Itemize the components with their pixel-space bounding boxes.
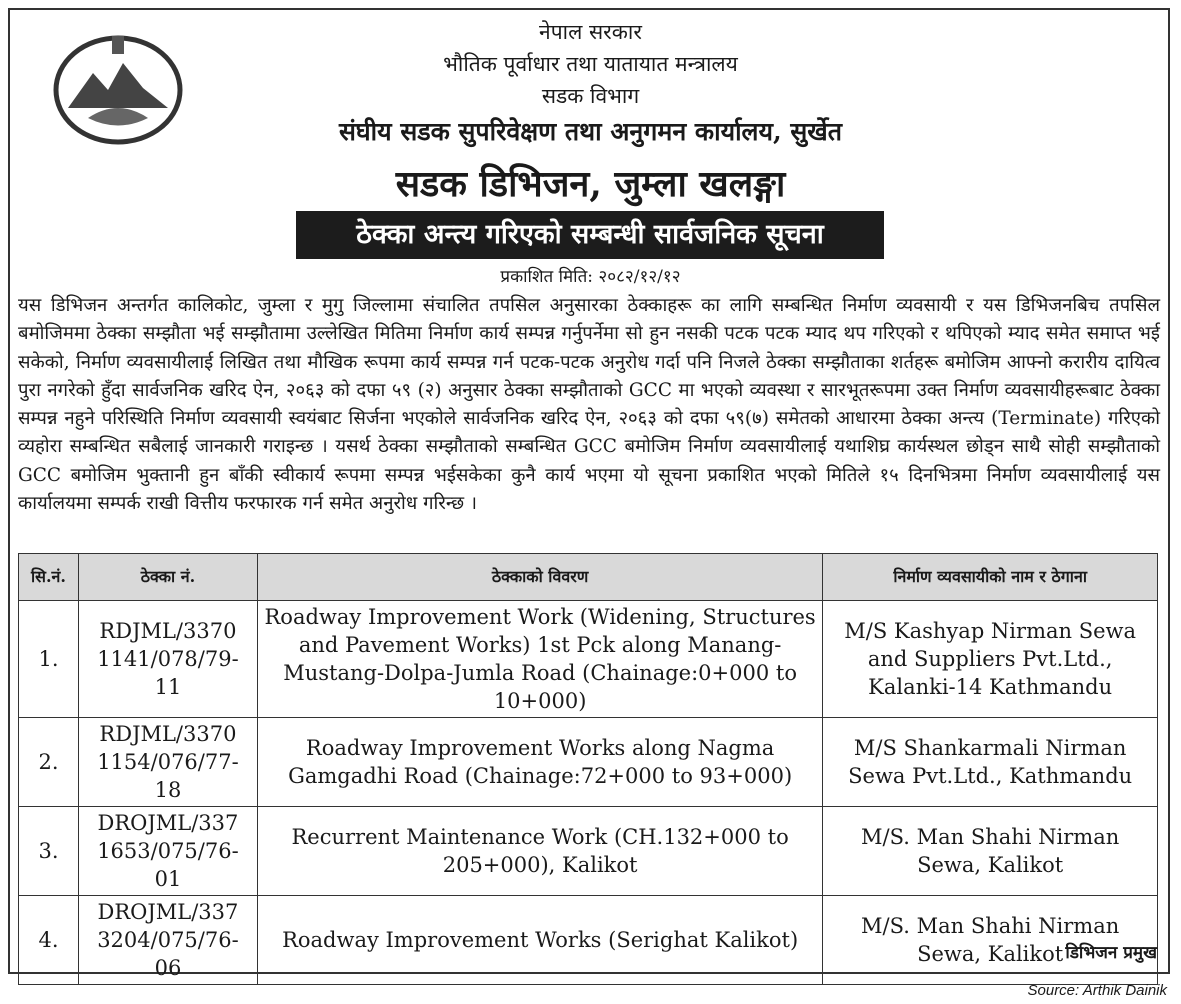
col-contractor: निर्माण व्यवसायीको नाम र ठेगाना: [823, 554, 1158, 601]
col-description: ठेक्काको विवरण: [257, 554, 822, 601]
col-sn: सि.नं.: [19, 554, 79, 601]
cell-desc: Roadway Improvement Works along Nagma Gamgadhi Road (Chainage:72+000 to 93+000): [257, 718, 822, 807]
cell-contract: RDJML/3370 1141/078/79-11: [78, 601, 257, 718]
cell-desc: Roadway Improvement Works (Serighat Kalikot): [257, 896, 822, 985]
contracts-table: [18, 553, 1158, 985]
cell-sn: 1.: [19, 601, 79, 718]
cell-contractor: M/S. Man Shahi Nirman Sewa, Kalikot: [823, 807, 1158, 896]
cell-desc: Roadway Improvement Work (Widening, Structures and Pavement Works) 1st Pck along Manang-Mustang-Dolpa-Jumla Road (Chainage:0+000 to 10+000): [257, 601, 822, 718]
col-contract-no: ठेक्का नं.: [78, 554, 257, 601]
notice-body: यस डिभिजन अन्तर्गत कालिकोट, जुम्ला र मुगु जिल्लामा संचालित तपसिल अनुसारका ठेक्काहरू का लागि सम्बन्धित निर्माण व्यवसायी र यस डिभिजनबिच तपसिल बमोजिममा ठेक्का सम्झौता भई सम्झौतामा उल्लेखित मितिमा निर्माण कार्य सम्पन्न गर्नुपर्नेमा सो हुन नसकी पटक पटक म्याद थप गरिएको र थपिएको म्याद समेत समाप्त भई सकेको, निर्माण व्यवसायीलाई लिखित तथा मौखिक रूपमा कार्य सम्पन्न गर्न पटक-पटक अनुरोध गर्दा पनि निजले ठेक्का सम्झौताका शर्तहरू बमोजिम आफ्नो करारीय दायित्व पुरा नगरेको हुँदा सार्वजनिक खरिद ऐन, २०६३ को दफा ५९ (२) अनुसार ठेक्का सम्झौताको GCC मा भएको व्यवस्था र सारभूतरूपमा उक्त निर्माण व्यवसायीहरूबाट ठेक्का सम्पन्न नहुने परिस्थिति निर्माण व्यवसायी स्वयंबाट सिर्जना भएकोले सार्वजनिक खरिद ऐन, २०६३ को दफा ५९(७) समेतको आधारमा ठेक्का अन्त्य (Terminate) गरिएको व्यहोरा सम्बन्धित सबैलाई जानकारी गराइन्छ । यसर्थ ठेक्का सम्झौताको सम्बन्धित GCC बमोजिम निर्माण व्यवसायीलाई यथाशिघ्र कार्यस्थल छोड्न साथै सोही सम्झौताको GCC बमोजिम भुक्तानी हुन बाँकी स्वीकार्य रूपमा सम्पन्न भईसकेका कुनै कार्य भएमा यो सूचना प्रकाशित भएको मितिले १५ दिनभित्रमा निर्माण व्यवसायीलाई यस कार्यालयमा सम्पर्क राखी वित्तीय फरफारक गर्न समेत अनुरोध गरिन्छ ।: [18, 295, 1160, 515]
table-row: [19, 718, 1158, 807]
gov-name: नेपाल सरकार: [539, 20, 642, 44]
cell-contract: RDJML/3370 1154/076/77-18: [78, 718, 257, 807]
cell-contract: DROJML/337 3204/075/76-06: [78, 896, 257, 985]
source-credit: Source: Arthik Dainik: [1027, 982, 1167, 999]
cell-desc: Recurrent Maintenance Work (CH.132+000 to 205+000), Kalikot: [257, 807, 822, 896]
cell-sn: 4.: [19, 896, 79, 985]
cell-sn: 2.: [19, 718, 79, 807]
table-header-row: [19, 554, 1158, 601]
office-name: संघीय सडक सुपरिवेक्षण तथा अनुगमन कार्यालय, सुर्खेत: [338, 117, 843, 146]
cell-contractor: M/S. Man Shahi Nirman Sewa, Kalikot: [823, 896, 1158, 985]
table-row: [19, 896, 1158, 985]
signature-title: डिभिजन प्रमुख: [1065, 943, 1157, 963]
cell-contract: DROJML/337 1653/075/76-01: [78, 807, 257, 896]
table-row: [19, 601, 1158, 718]
notice-title: ठेक्का अन्त्य गरिएको सम्बन्धी सार्वजनिक सूचना: [296, 211, 884, 259]
department-name: सडक विभाग: [541, 84, 640, 108]
cell-sn: 3.: [19, 807, 79, 896]
cell-contractor: M/S Shankarmali Nirman Sewa Pvt.Ltd., Kathmandu: [823, 718, 1158, 807]
publish-date: प्रकाशित मिति: २०८२/१२/१२: [500, 267, 681, 287]
division-name: सडक डिभिजन, जुम्ला खलङ्गा: [395, 163, 786, 205]
table-row: [19, 807, 1158, 896]
cell-contractor: M/S Kashyap Nirman Sewa and Suppliers Pvt.Ltd., Kalanki-14 Kathmandu: [823, 601, 1158, 718]
ministry-name: भौतिक पूर्वाधार तथा यातायात मन्त्रालय: [443, 52, 738, 76]
